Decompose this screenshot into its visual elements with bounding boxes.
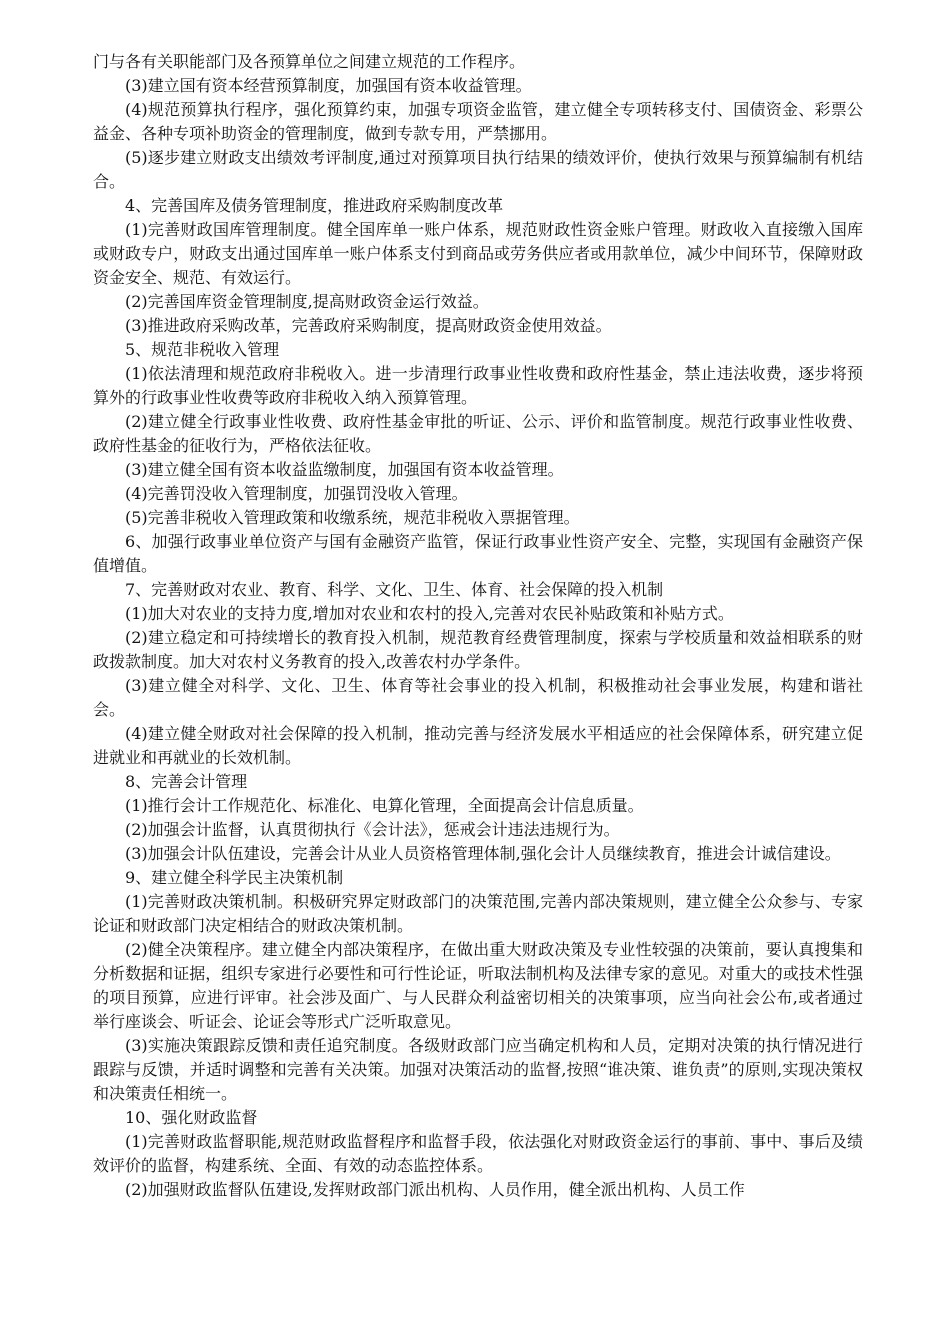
section-heading: 6、加强行政事业单位资产与国有金融资产监管，保证行政事业性资产安全、完整，实现国有金融资产保值增值。 [93, 532, 863, 575]
paragraph: (5)完善非税收入管理政策和收缴系统，规范非税收入票据管理。 [125, 508, 580, 527]
paragraph: (2)加强财政监督队伍建设,发挥财政部门派出机构、人员作用，健全派出机构、人员工作 [125, 1180, 745, 1199]
section-heading: 10、强化财政监督 [125, 1108, 258, 1127]
paragraph: (1)加大对农业的支持力度,增加对农业和农村的投入,完善对农民补贴政策和补贴方式。 [125, 604, 734, 623]
paragraph: (3)实施决策跟踪反馈和责任追究制度。各级财政部门应当确定机构和人员，定期对决策的执行情况进行跟踪与反馈，并适时调整和完善有关决策。加强对决策活动的监督,按照“谁决策、谁负责”的原则,实现决策权和决策责任相统一。 [93, 1036, 863, 1103]
section-heading: 7、完善财政对农业、教育、科学、文化、卫生、体育、社会保障的投入机制 [125, 580, 664, 599]
paragraph: (2)完善国库资金管理制度,提高财政资金运行效益。 [125, 292, 489, 311]
paragraph: (2)加强会计监督，认真贯彻执行《会计法》，惩戒会计违法违规行为。 [125, 820, 620, 839]
paragraph: (3)建立国有资本经营预算制度，加强国有资本收益管理。 [125, 76, 532, 95]
section-heading: 4、完善国库及债务管理制度，推进政府采购制度改革 [125, 196, 504, 215]
paragraph: (1)依法清理和规范政府非税收入。进一步清理行政事业性收费和政府性基金，禁止违法收费，逐步将预算外的行政事业性收费等政府非税收入纳入预算管理。 [93, 364, 863, 407]
paragraph: (4)建立健全财政对社会保障的投入机制，推动完善与经济发展水平相适应的社会保障体系，研究建立促进就业和再就业的长效机制。 [93, 724, 863, 767]
paragraph: (1)完善财政监督职能,规范财政监督程序和监督手段，依法强化对财政资金运行的事前、事中、事后及绩效评价的监督，构建系统、全面、有效的动态监控体系。 [93, 1132, 863, 1175]
paragraph: (1)完善财政决策机制。积极研究界定财政部门的决策范围,完善内部决策规则，建立健全公众参与、专家论证和财政部门决定相结合的财政决策机制。 [93, 892, 863, 935]
paragraph: (2)建立健全行政事业性收费、政府性基金审批的听证、公示、评价和监管制度。规范行政事业性收费、政府性基金的征收行为，严格依法征收。 [93, 412, 863, 455]
paragraph-continued: 门与各有关职能部门及各预算单位之间建立规范的工作程序。 [93, 52, 526, 71]
paragraph: (3)加强会计队伍建设，完善会计从业人员资格管理体制,强化会计人员继续教育，推进会计诚信建设。 [125, 844, 841, 863]
paragraph: (2)建立稳定和可持续增长的教育投入机制，规范教育经费管理制度，探索与学校质量和效益相联系的财政拨款制度。加大对农村义务教育的投入,改善农村办学条件。 [93, 628, 863, 671]
paragraph: (3)建立健全对科学、文化、卫生、体育等社会事业的投入机制，积极推动社会事业发展，构建和谐社会。 [93, 676, 863, 719]
paragraph: (5)逐步建立财政支出绩效考评制度,通过对预算项目执行结果的绩效评价，使执行效果与预算编制有机结合。 [93, 148, 863, 191]
section-heading: 9、建立健全科学民主决策机制 [125, 868, 344, 887]
paragraph: (2)健全决策程序。建立健全内部决策程序，在做出重大财政决策及专业性较强的决策前，要认真搜集和分析数据和证据，组织专家进行必要性和可行性论证，听取法制机构及法律专家的意见。对重大的或技术性强的项目预算，应进行评审。社会涉及面广、与人民群众利益密切相关的决策事项，应当向社会公布,或者通过举行座谈会、听证会、论证会等形式广泛听取意见。 [93, 940, 863, 1031]
paragraph: (3)建立健全国有资本收益监缴制度，加强国有资本收益管理。 [125, 460, 564, 479]
paragraph: (1)推行会计工作规范化、标准化、电算化管理，全面提高会计信息质量。 [125, 796, 644, 815]
paragraph: (3)推进政府采购改革，完善政府采购制度，提高财政资金使用效益。 [125, 316, 612, 335]
section-heading: 8、完善会计管理 [125, 772, 248, 791]
paragraph: (4)完善罚没收入管理制度，加强罚没收入管理。 [125, 484, 468, 503]
document-page [93, 50, 863, 1202]
paragraph: (4)规范预算执行程序，强化预算约束，加强专项资金监管，建立健全专项转移支付、国债资金、彩票公益金、各种专项补助资金的管理制度，做到专款专用，严禁挪用。 [93, 100, 863, 143]
paragraph: (1)完善财政国库管理制度。健全国库单一账户体系，规范财政性资金账户管理。财政收入直接缴入国库或财政专户，财政支出通过国库单一账户体系支付到商品或劳务供应者或用款单位，减少中间环节，保障财政资金安全、规范、有效运行。 [93, 220, 863, 287]
section-heading: 5、规范非税收入管理 [125, 340, 280, 359]
